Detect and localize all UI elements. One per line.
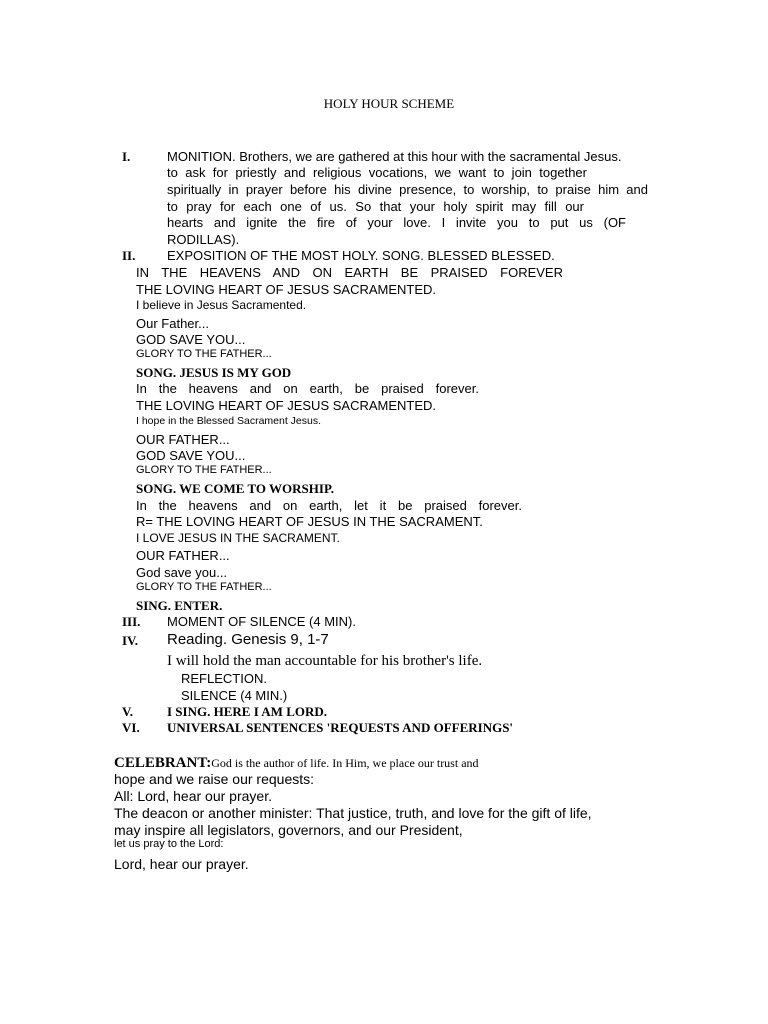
song-2-line-6: GLORY TO THE FATHER... [136,581,272,593]
song-2-line-4: OUR FATHER... [136,548,230,563]
deacon-line-3: let us pray to the Lord: [114,838,224,850]
deacon-line-1: The deacon or another minister: That justice, truth, and love for the gift of life, [114,805,592,821]
song-1-line-1: In the heavens and on earth, be praised forever. [136,381,479,396]
exposition-line-1: IN THE HEAVENS AND ON EARTH BE PRAISED FOREVER [136,265,563,280]
song-1-heading: SONG. JESUS IS MY GOD [136,365,292,380]
celebrant-line-1 [114,755,479,771]
document-title: HOLY HOUR SCHEME [323,96,455,111]
celebrant-label: CELEBRANT: [114,755,212,771]
exposition-line-3: I believe in Jesus Sacramented. [136,298,307,312]
deacon-line-2: may inspire all legislators, governors, and our President, [114,822,463,838]
sing-here-i-am-lord: I SING. HERE I AM LORD. [167,704,327,719]
celebrant-line-2: hope and we raise our requests: [114,771,315,787]
final-response: Lord, hear our prayer. [114,856,249,872]
exposition-heading: EXPOSITION OF THE MOST HOLY. SONG. BLESSED BLESSED. [167,248,555,263]
song-2-line-1: In the heavens and on earth, let it be praised forever. [136,498,522,513]
song-2-line-5: God save you... [136,565,228,580]
reading-heading: Reading. Genesis 9, 1-7 [167,631,329,648]
universal-sentences: UNIVERSAL SENTENCES 'REQUESTS AND OFFERINGS' [167,720,514,735]
song-1-line-4: OUR FATHER... [136,432,230,447]
song-2-heading: SONG. WE COME TO WORSHIP. [136,481,334,496]
celebrant-text: God is the author of life. In Him, we place our trust and [211,756,479,770]
exposition-line-6: GLORY TO THE FATHER... [136,348,272,360]
numeral-iv: IV. [122,633,139,648]
song-1-line-5: GOD SAVE YOU... [136,448,246,463]
numeral-vi: VI. [122,720,140,735]
numeral-ii: II. [122,248,136,263]
monition-line-2: to ask for priestly and religious vocations, we want to join together [167,165,587,180]
monition-line-5: hearts and ignite the fire of your love. I invite you to put us (OF [167,215,626,230]
song-1-line-2: THE LOVING HEART OF JESUS SACRAMENTED. [136,398,437,413]
exposition-line-4: Our Father... [136,316,209,331]
monition-line-1: MONITION. Brothers, we are gathered at this hour with the sacramental Jesus. [167,149,622,164]
monition-line-4: to pray for each one of us. So that your holy spirit may fill our [167,199,584,214]
reading-silence: SILENCE (4 MIN.) [181,688,288,703]
song-1-line-6: GLORY TO THE FATHER... [136,464,272,476]
exposition-line-5: GOD SAVE YOU... [136,332,246,347]
numeral-i: I. [122,149,131,164]
numeral-iii: III. [122,614,141,629]
reflection: REFLECTION. [181,671,267,686]
exposition-line-2: THE LOVING HEART OF JESUS SACRAMENTED. [136,282,437,297]
reading-quote: I will hold the man accountable for his brother's life. [167,653,483,669]
numeral-v: V. [122,704,133,719]
song-2-line-3: I LOVE JESUS IN THE SACRAMENT. [136,531,340,545]
song-2-line-2: R= THE LOVING HEART OF JESUS IN THE SACRAMENT. [136,514,483,529]
monition-line-3: spiritually in prayer before his divine presence, to worship, to praise him and [167,182,648,197]
sing-enter: SING. ENTER. [136,598,223,613]
song-1-line-3: I hope in the Blessed Sacrament Jesus. [136,415,322,427]
moment-of-silence: MOMENT OF SILENCE (4 MIN). [167,614,356,629]
all-response: All: Lord, hear our prayer. [114,788,272,804]
monition-line-6: RODILLAS). [167,232,240,247]
